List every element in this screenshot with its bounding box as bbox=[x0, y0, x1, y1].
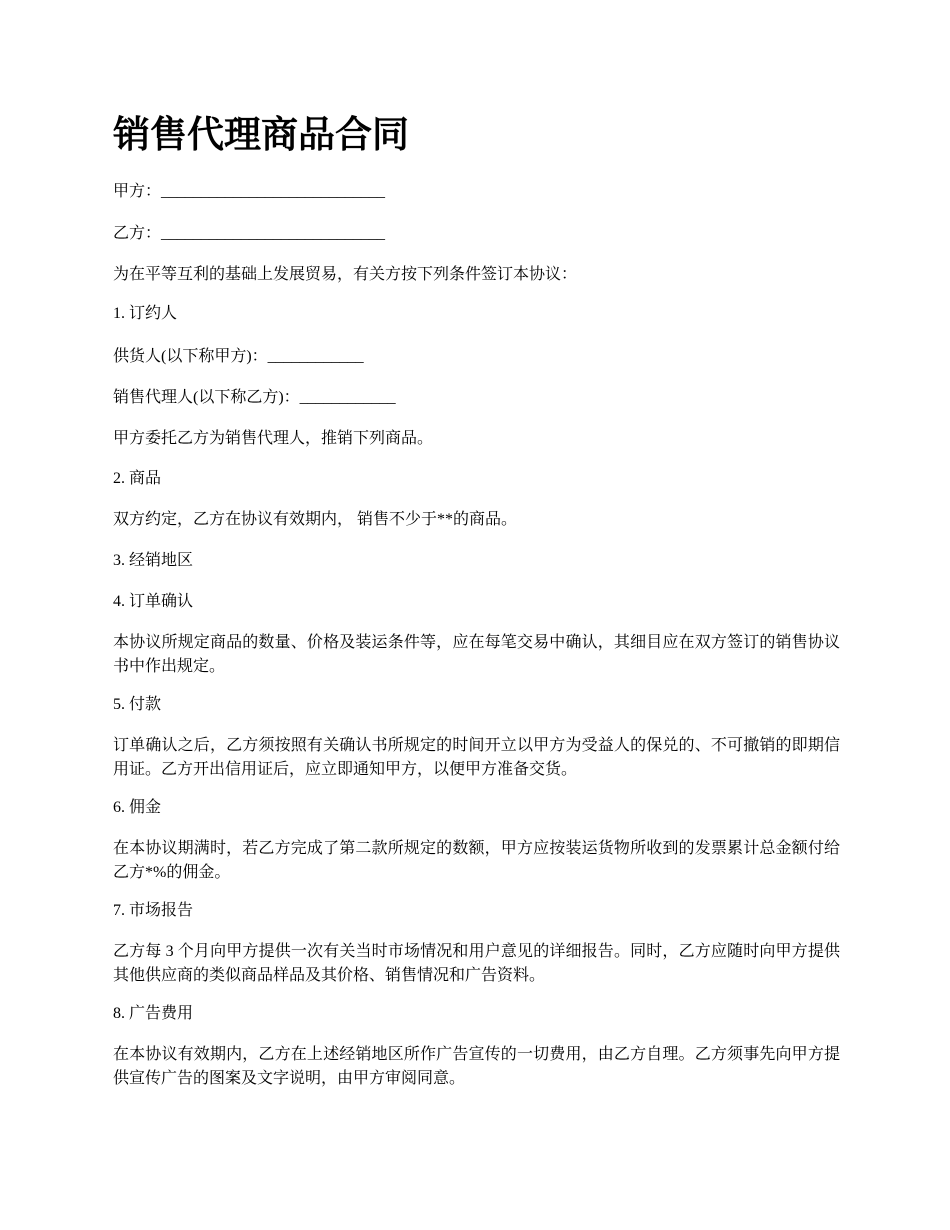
preamble-text: 为在平等互利的基础上发展贸易，有关方按下列条件签订本协议： bbox=[113, 266, 578, 283]
section-2-body: 双方约定，乙方在协议有效期内， 销售不少于**的商品。 bbox=[113, 511, 518, 528]
document-title: 销售代理商品合同 bbox=[113, 115, 409, 156]
party-b-line: 乙方：____________________________ bbox=[113, 225, 386, 242]
section-8-body: 在本协议有效期内，乙方在上述经销地区所作广告宣传的一切费用，由乙方自理。乙方须事先向甲方提供宣传广告的图案及文字说明，由甲方审阅同意。 bbox=[113, 1046, 840, 1087]
section-5-body: 订单确认之后，乙方须按照有关确认书所规定的时间开立以甲方为受益人的保兑的、不可撤销的即期信用证。乙方开出信用证后，应立即通知甲方，以便甲方准备交货。 bbox=[113, 737, 840, 778]
section-heading-2: 2. 商品 bbox=[113, 470, 162, 487]
section-6-body: 在本协议期满时，若乙方完成了第二款所规定的数额，甲方应按装运货物所收到的发票累计总金额付给乙方*%的佣金。 bbox=[113, 840, 840, 881]
supplier-line: 供货人(以下称甲方)：____________ bbox=[113, 348, 364, 365]
section-heading-5: 5. 付款 bbox=[113, 696, 162, 713]
section-heading-3: 3. 经销地区 bbox=[113, 552, 194, 569]
section-heading-7: 7. 市场报告 bbox=[113, 902, 194, 919]
section-1-body: 甲方委托乙方为销售代理人，推销下列商品。 bbox=[113, 430, 434, 447]
agent-line: 销售代理人(以下称乙方)：____________ bbox=[113, 389, 396, 406]
section-heading-8: 8. 广告费用 bbox=[113, 1005, 194, 1022]
section-4-body: 本协议所规定商品的数量、价格及装运条件等，应在每笔交易中确认，其细目应在双方签订的销售协议书中作出规定。 bbox=[113, 634, 840, 675]
party-a-line: 甲方：____________________________ bbox=[113, 183, 386, 200]
section-heading-1: 1. 订约人 bbox=[113, 305, 178, 322]
section-heading-6: 6. 佣金 bbox=[113, 799, 162, 816]
section-heading-4: 4. 订单确认 bbox=[113, 593, 194, 610]
section-7-body: 乙方每 3 个月向甲方提供一次有关当时市场情况和用户意见的详细报告。同时，乙方应随时向甲方提供其他供应商的类似商品样品及其价格、销售情况和广告资料。 bbox=[113, 943, 840, 984]
